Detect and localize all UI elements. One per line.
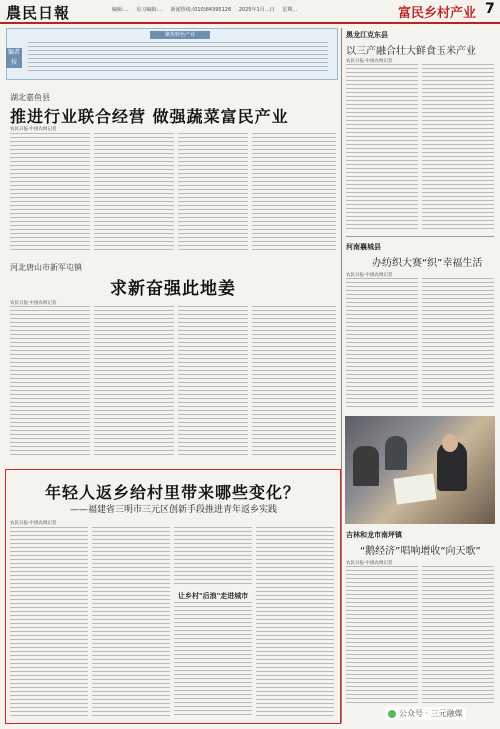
story3-headline: 年轻人返乡给村里带来哪些变化？ bbox=[45, 483, 301, 502]
story1-column bbox=[252, 133, 336, 253]
story1-column bbox=[94, 133, 174, 253]
story2-column bbox=[94, 306, 174, 456]
story3-column bbox=[10, 527, 88, 717]
story1-headline: 推进行业联合经营 做强蔬菜富民产业 bbox=[10, 107, 289, 126]
story2-column bbox=[10, 306, 90, 456]
editor-note-heading: 聚焦特色产业 bbox=[150, 31, 210, 39]
story3-column bbox=[174, 527, 252, 587]
right1-column bbox=[346, 64, 418, 230]
right2-column bbox=[346, 278, 418, 410]
masthead bbox=[0, 0, 500, 22]
right1-kicker: 黑龙江克东县 bbox=[346, 31, 388, 39]
photo-figure bbox=[385, 436, 407, 470]
story2-headline: 求新奋强此地姜 bbox=[110, 279, 236, 299]
section-title: 富民乡村产业 bbox=[398, 6, 477, 21]
right1-headline: 以三产融合壮大鲜食玉米产业 bbox=[346, 46, 476, 57]
right2-kicker: 河南襄城县 bbox=[346, 243, 381, 251]
story3-column bbox=[92, 527, 170, 717]
right2-column bbox=[422, 278, 494, 410]
right2-byline: 农民日报·中国农网记者 bbox=[346, 273, 393, 278]
story3-subhead: ——福建省三明市三元区创新手段推进青年返乡实践 bbox=[70, 505, 278, 515]
story3-byline: 农民日报·中国农网记者 bbox=[10, 521, 57, 526]
story3-column bbox=[256, 527, 334, 717]
photo-figure bbox=[353, 446, 379, 486]
story2-column bbox=[178, 306, 248, 456]
meta-item: 星期… bbox=[282, 7, 298, 13]
story3-column bbox=[174, 602, 252, 717]
wechat-icon bbox=[388, 710, 396, 718]
story2-kicker: 河北唐山市新军屯镇 bbox=[10, 263, 82, 272]
article-photo bbox=[345, 416, 495, 524]
right3-kicker: 吉林和龙市南坪镇 bbox=[346, 531, 402, 539]
right1-byline: 农民日报·中国农网记者 bbox=[346, 59, 393, 64]
story1-column bbox=[10, 133, 90, 253]
editor-note-text bbox=[28, 42, 328, 74]
story1-byline: 农民日报·中国农网记者 bbox=[10, 127, 57, 132]
newspaper-logo: 農民日報 bbox=[6, 4, 71, 22]
story2-byline: 农民日报·中国农网记者 bbox=[10, 301, 57, 306]
column-divider bbox=[341, 28, 342, 723]
watermark-text: 公众号 · 三元融媒 bbox=[399, 709, 463, 718]
right-divider bbox=[346, 236, 494, 237]
photo-paper bbox=[393, 473, 436, 504]
editor-note-tag: 编者按 bbox=[7, 49, 20, 66]
right1-column bbox=[422, 64, 494, 230]
meta-item: 见习编辑:… bbox=[136, 7, 163, 13]
right3-column bbox=[422, 566, 494, 706]
photo-face bbox=[442, 434, 458, 452]
story3-section-label: 让乡村"后浪"走进城市 bbox=[178, 592, 249, 600]
meta-item: 编辑:… bbox=[112, 7, 129, 13]
masthead-rule bbox=[0, 22, 500, 24]
right3-column bbox=[346, 566, 418, 706]
page-number: 7 bbox=[485, 1, 495, 17]
meta-item: 2025年1月…日 bbox=[238, 7, 275, 13]
meta-item: 新闻热线:(010)84395126 bbox=[170, 7, 232, 13]
watermark bbox=[385, 707, 466, 720]
right3-byline: 农民日报·中国农网记者 bbox=[346, 561, 393, 566]
story1-column bbox=[178, 133, 248, 253]
story1-kicker: 湖北嘉鱼县 bbox=[10, 93, 50, 102]
story2-column bbox=[252, 306, 336, 456]
right3-headline: “鹅经济”唱响增收“向天歌” bbox=[360, 546, 481, 557]
right2-headline: 办纺织大赛“织”幸福生活 bbox=[372, 258, 483, 269]
masthead-meta bbox=[112, 6, 303, 13]
